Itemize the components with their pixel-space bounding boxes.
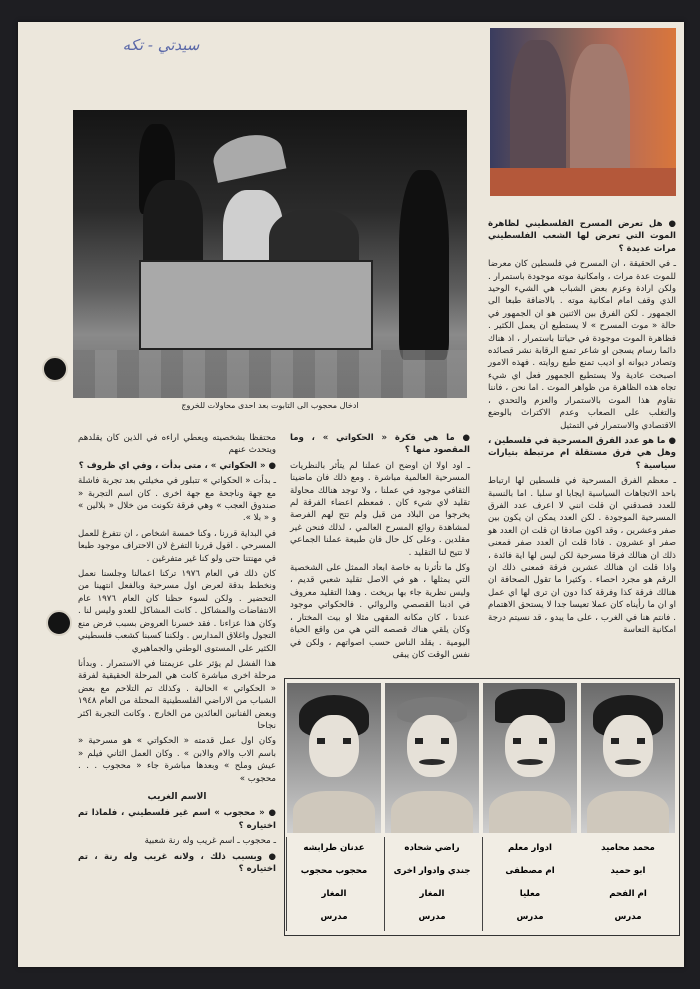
answer-4-part-3: كان ذلك في العام ١٩٧٦ تركنا اعمالنا وجلسنا نعمل ونخطط بدقة لعرض اول مسرحية وبالفعل انتهينا من التحضير . ولكن لسوء حظنا كان العام ١٩٧٦ عام الانتفاضات والمشاكل . كانت المشاكل للعدو وليس لنا . وكان هذا عزاءنا . فقد خسرنا العروض بسبب فرض منع التجول واغلاق المدارس . ولكننا كسبنا كشعب فلسطيني الكثير على المستوى الوطني والجماهيري <box>78 569 276 654</box>
cast-portraits-panel <box>284 678 680 936</box>
question-2: ● ما هو عدد الفرق المسرحية في فلسطين ، وهل هي فرق مستقلة ام مرتبطة بتيارات سياسية ؟ <box>488 435 676 471</box>
punch-hole <box>42 356 68 382</box>
answer-3-continued: وكل ما تأثرنا به خاصة ابعاد الممثل على الشخصية التي يمثلها ، هو في الاصل تقليد شعبي قديم ، وليس نظرية جاء بها بريخت . وهذا التقليد معروف في ادبنا القصصي والروائي . فالحكواتي موجود عندنا ، كان مكانه المقهى مثلا او بيت المختار ، وكان يلقي هناك قصصه التي هي من واقع الحياة اليومية . يقلد الناس حسب اصواتهم ، ولكن في نفس الوقت كان يبقى <box>290 563 470 660</box>
answer-4: ـ بدأت « الحكواتي » تتبلور في مخيلتي بعد تجربة فاشلة مع جهة وناجحة مع جهة اخرى . كان اسم التجربة « صندوق العجب » وهي فرقة تكونت من خلال « بلالين » و « بلا ». <box>78 476 276 524</box>
occupation: مدرس <box>320 912 348 922</box>
hometown: معليا <box>519 889 541 899</box>
stage-photo-coffin-scene <box>73 110 467 398</box>
cast-info-2 <box>482 837 577 931</box>
question-3: ● ما هي فكرة « الحكواتي » ، وما المقصود منها ؟ <box>290 433 470 456</box>
hometown: المغار <box>419 889 445 899</box>
article-column-middle <box>290 432 470 664</box>
punch-hole <box>46 610 72 636</box>
stage-photo-two-actors <box>490 28 676 196</box>
answer-4-part-2: في البداية قررنا ، وكنا خمسة اشخاص ، ان نتفرغ للعمل المسرحي . اقول قررنا التفرغ لان الاحتراف موجود طبعا في مهنتنا حتى ولو كنا غير متفرغين . <box>78 528 276 564</box>
photo-caption: ادخال محجوب الى التابوت بعد احدى محاولات للخروج <box>181 401 359 410</box>
portrait-cast-2 <box>483 683 577 833</box>
question-1: ● هل تعرض المسرح الفلسطيني لظاهرة الموت التي تعرض لها الشعب الفلسطيني مرات عديدة ؟ <box>488 219 676 254</box>
handwritten-note: سيدتي - تكه <box>122 36 200 54</box>
actor-name: راضي شحاده <box>404 843 460 853</box>
question-6: ● وبسبب ذلك ، ولانه غريب وله رنة ، تم اختياره ؟ <box>78 851 276 874</box>
answer-4-part-5: وكان اول عمل قدمته « الحكواتي » هو مسرحية « باسم الاب والام والابن » . وكان العمل الثاني فيلم « عيش وملح » وبعدها مباشرة جاء « محجوب . . . محجوب » <box>78 736 276 784</box>
answer-3: ـ اود اولا ان اوضح ان عملنا لم يتأثر بالنظريات المسرحية العالمية مباشرة . ومع ذلك فان ماضينا الثقافي موجود في عملنا ، ولا توجد هنالك محاولة تقليد لاي شيء كان . فمعظم اعضاء الفرقة لم يخرجوا من البلاد من قبل ولم تتح لهم الفرصة لمشاهدة روائع المسرح العالمي ، لذلك فنحن غير مقلدين . وعلى كل حال فان طبيعة عملنا الجماعي لا تتيح لنا التقليد . <box>290 460 470 558</box>
cast-info-4 <box>286 837 381 931</box>
portrait-cast-3 <box>385 683 479 833</box>
cast-info-1 <box>581 837 675 931</box>
role-name: محجوب محجوب <box>300 866 368 876</box>
actor-name: محمد محاميد <box>601 843 655 853</box>
cast-info-3 <box>384 837 479 931</box>
portrait-cast-4 <box>287 683 381 833</box>
article-column-right <box>488 218 676 639</box>
occupation: مدرس <box>418 912 446 922</box>
question-5: ● « محجوب » اسم غير فلسطيني ، فلماذا تم اختياره ؟ <box>78 808 276 831</box>
answer-1: ـ في الحقيقة ، ان المسرح في فلسطين كان معرضا للموت عدة مرات ، وامكانية موته موجودة باستمرار . ولكن ارادة وعزم بعض الشباب هي الشيء الوحيد الذي وقف امام امكانية موته . بالاضافة طبعا الى الجمهور . لكن الفرق بين الاثنين هو ان الجمهور في حالة « موت المسرح » لا يستطيع ان يعمل الكثير . فظاهرة الموت موجودة في حياتنا باستمرار ، اذ هناك دائما رسام يسجن او شاعر تمنع الرقابة نشر قصائده وتصادر ديوانه او اديب تمنع طبع روايته . فهذه الامور اصبحت عادية ولا يستطيع الجمهور فعل اي شيء تجاه هذه الظاهرة من ظواهر الموت . اما نحن ، فاننا نقاوم هذا الموت بالاستمرار والعزم والتحدي ، والتغلب على الصعاب وعدم الاكتراث بالوضع الاقتصادي والاستمرار في التمثيل <box>488 259 676 431</box>
question-4: ● « الحكواتي » ، متى بدأت ، وفي اي ظروف ؟ <box>78 460 276 471</box>
newspaper-page <box>18 22 684 967</box>
actor-name: عدنان طرابشه <box>303 843 365 853</box>
article-column-left <box>78 432 276 878</box>
section-subheading: الاسم الغريب <box>147 791 207 802</box>
answer-5: ـ محجوب ـ اسم غريب وله رنة شعبية <box>144 836 276 847</box>
role-name: ابو حميد <box>610 866 646 876</box>
occupation: مدرس <box>516 912 544 922</box>
role-name: جندي وادوار اخرى <box>393 866 471 876</box>
portrait-cast-1 <box>581 683 675 833</box>
hometown: ام الفحم <box>609 889 647 899</box>
role-name: ام مصطفى <box>505 866 555 876</box>
occupation: مدرس <box>614 912 642 922</box>
actor-name: ادوار معلم <box>507 843 552 853</box>
answer-2: ـ معظم الفرق المسرحية في فلسطين لها ارتباط باحد الاتجاهات السياسية ايجابا او سلبا . اما بالنسبة للعدد فصدقني ان قلت انني لا اعرف عدد الفرق المسرحية الموجودة . لكن العدد يمكن ان يكون بين صفر وعشرين ، وقد اكون صادقا ان قلت ان العدد هو صفر او عشرون . فاذا قلت ان العدد صفر فمعنى ذلك ان هنالك فرقا مسرحية لكن ليس لها اية فائدة ، واذا قلت ان هنالك عشرين فرقة فمعنى ذلك ان الرقم هو مجرد احصاء . وكثيرا ما تقول الصحافة ان هنالك فرقة كذا وفرقة كذا دون ان ترى لها اي عمل او ان ما رأيناه كان عملا تعيسا جدا لا يستحق الاهتمام . فانتم هنا في الغرب ، على ما يبدو ، قد نسيتم درجة امكانية التعاسة <box>488 476 676 635</box>
answer-3-end: محتفظا بشخصيته ويعطي اراءه في الذين كان يقلدهم ويتحدث عنهم <box>78 433 276 456</box>
answer-4-part-4: هذا الفشل لم يؤثر على عزيمتنا في الاستمرار . وبدأنا مرحلة اخرى مباشرة كانت هي المرحلة الحقيقية لفرقة « الحكواتي » الحالية . وكذلك تم التلاحم مع بعض الشباب من الاراضي الفلسطينية المحتلة من العام ١٩٤٨ وبعض الفنانين العائدين من الخارج . وكانت التجربة اكثر نجاحا <box>78 658 276 731</box>
hometown: المغار <box>321 889 347 899</box>
